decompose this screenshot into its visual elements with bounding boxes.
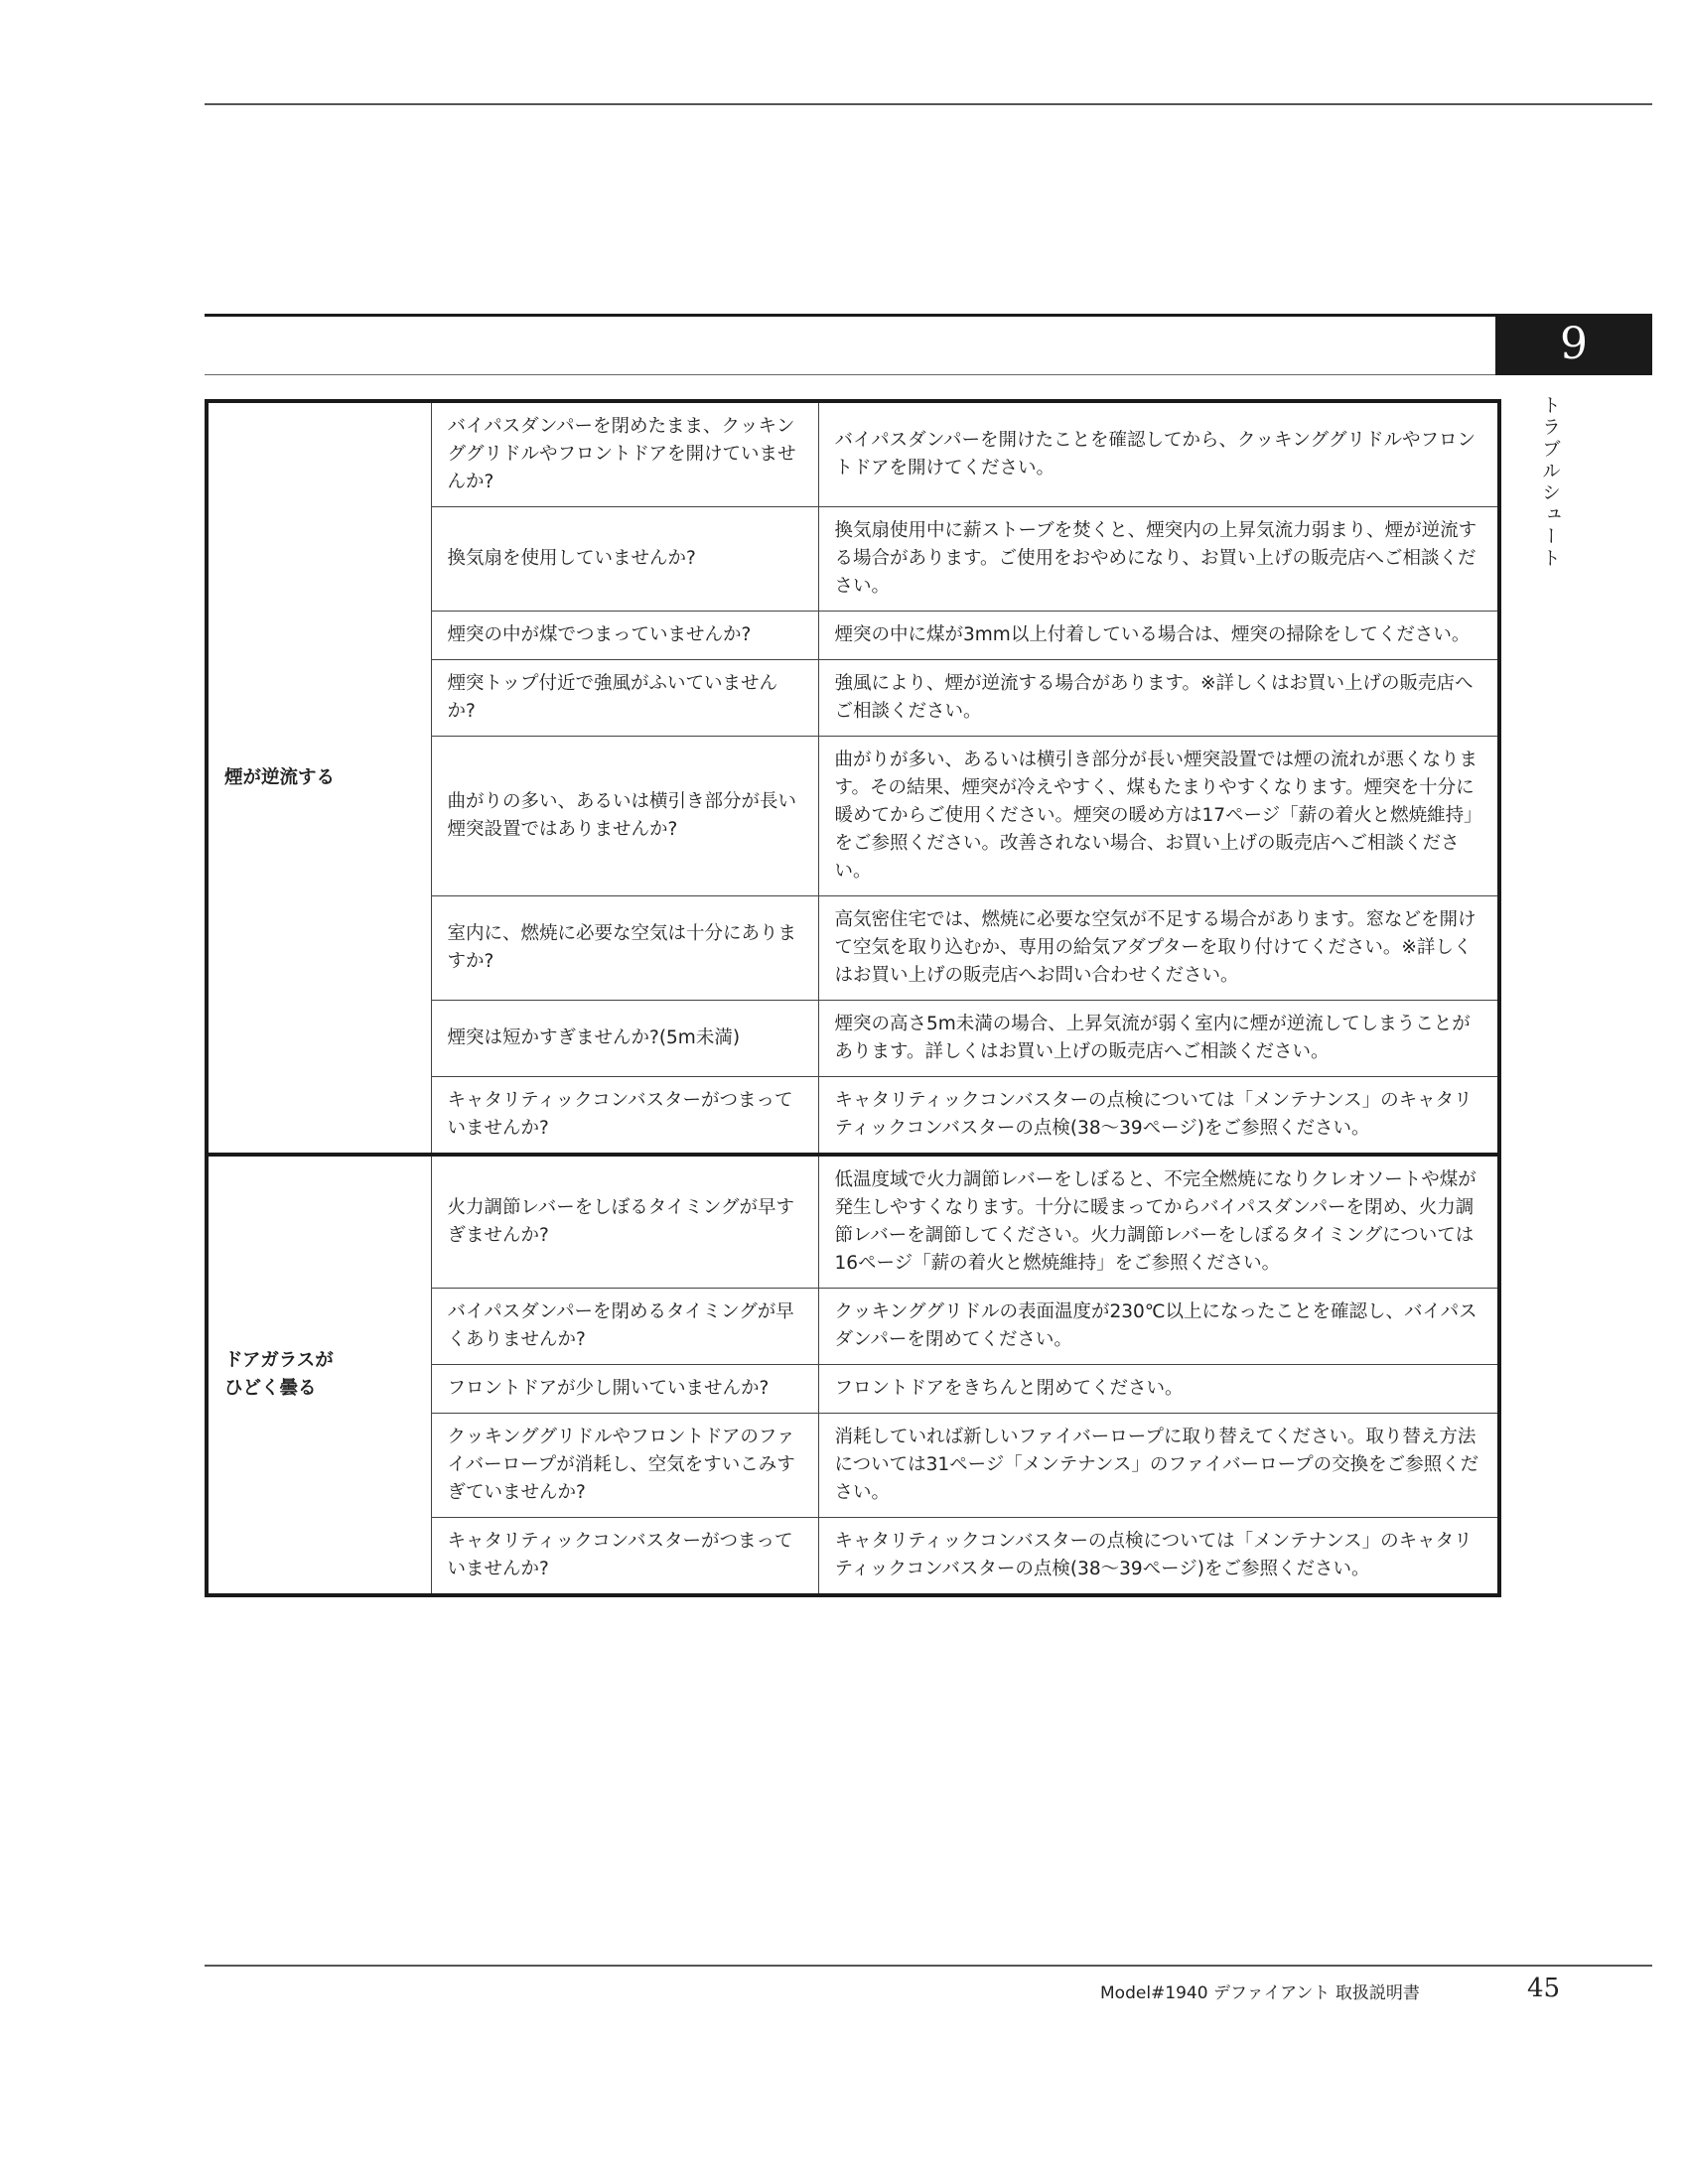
check-cell: 煙突の中が煤でつまっていませんか? [431, 612, 818, 660]
page-number: 45 [1527, 1974, 1561, 2003]
action-cell: 換気扇使用中に薪ストーブを焚くと、煙突内の上昇気流力弱まり、煙が逆流する場合があります。ご使用をおやめになり、お買い上げの販売店へご相談ください。 [818, 507, 1499, 612]
action-cell: 曲がりが多い、あるいは横引き部分が長い煙突設置では煙の流れが悪くなります。その結果、煙突が冷えやすく、煤もたまりやすくなります。煙突を十分に暖めてからご使用ください。煙突の暖め方は17ページ「薪の着火と燃焼維持」をご参照ください。改善されない場合、お買い上げの販売店へご相談ください。 [818, 737, 1499, 896]
action-cell: クッキンググリドルの表面温度が230℃以上になったことを確認し、バイパスダンパーを閉めてください。 [818, 1289, 1499, 1365]
table-row [207, 401, 1499, 507]
action-cell: 煙突の中に煤が3mm以上付着している場合は、煙突の掃除をしてください。 [818, 612, 1499, 660]
top-rule [205, 103, 1652, 105]
action-cell: 高気密住宅では、燃焼に必要な空気が不足する場合があります。窓などを開けて空気を取り込むか、専用の給気アダプターを取り付けてください。※詳しくはお買い上げの販売店へお問い合わせください。 [818, 896, 1499, 1001]
bottom-rule [205, 1965, 1652, 1967]
action-cell: 消耗していれば新しいファイバーロープに取り替えてください。取り替え方法については31ページ「メンテナンス」のファイバーロープの交換をご参照ください。 [818, 1414, 1499, 1518]
chapter-number: 9 [1495, 314, 1652, 375]
symptom-cell: 煙が逆流する [207, 401, 431, 1155]
section-rule-thick [205, 314, 1495, 317]
check-cell: バイパスダンパーを閉めるタイミングが早くありませんか? [431, 1289, 818, 1365]
action-cell: キャタリティックコンバスターの点検については「メンテナンス」のキャタリティックコンバスターの点検(38〜39ページ)をご参照ください。 [818, 1518, 1499, 1596]
check-cell: キャタリティックコンバスターがつまっていませんか? [431, 1518, 818, 1596]
check-cell: 曲がりの多い、あるいは横引き部分が長い煙突設置ではありませんか? [431, 737, 818, 896]
check-cell: 煙突は短かすぎませんか?(5m未満) [431, 1001, 818, 1077]
chapter-side-label: トラブルシュート [1539, 395, 1561, 570]
check-cell: フロントドアが少し開いていませんか? [431, 1365, 818, 1414]
troubleshooting-table [205, 399, 1501, 1597]
action-cell: バイパスダンパーを開けたことを確認してから、クッキンググリドルやフロントドアを開けてください。 [818, 401, 1499, 507]
symptom-cell: ドアガラスが ひどく曇る [207, 1155, 431, 1595]
check-cell: 火力調節レバーをしぼるタイミングが早すぎませんか? [431, 1155, 818, 1289]
action-cell: 強風により、煙が逆流する場合があります。※詳しくはお買い上げの販売店へご相談ください。 [818, 660, 1499, 737]
check-cell: 煙突トップ付近で強風がふいていませんか? [431, 660, 818, 737]
action-cell: キャタリティックコンバスターの点検については「メンテナンス」のキャタリティックコンバスターの点検(38〜39ページ)をご参照ください。 [818, 1077, 1499, 1156]
check-cell: 室内に、燃焼に必要な空気は十分にありますか? [431, 896, 818, 1001]
check-cell: キャタリティックコンバスターがつまっていませんか? [431, 1077, 818, 1156]
action-cell: 低温度域で火力調節レバーをしぼると、不完全燃焼になりクレオソートや煤が発生しやすくなります。十分に暖まってからバイパスダンパーを閉め、火力調節レバーを調節してください。火力調節レバーをしぼるタイミングについては16ページ「薪の着火と燃焼維持」をご参照ください。 [818, 1155, 1499, 1289]
check-cell: 換気扇を使用していませんか? [431, 507, 818, 612]
action-cell: フロントドアをきちんと閉めてください。 [818, 1365, 1499, 1414]
table-row [207, 1155, 1499, 1289]
action-cell: 煙突の高さ5m未満の場合、上昇気流が弱く室内に煙が逆流してしまうことがあります。詳しくはお買い上げの販売店へご相談ください。 [818, 1001, 1499, 1077]
check-cell: バイパスダンパーを閉めたまま、クッキンググリドルやフロントドアを開けていませんか? [431, 401, 818, 507]
section-rule-thin [205, 374, 1652, 375]
footer-model-title: Model#1940 デファイアント 取扱説明書 [1100, 1983, 1420, 2003]
check-cell: クッキンググリドルやフロントドアのファイバーロープが消耗し、空気をすいこみすぎていませんか? [431, 1414, 818, 1518]
